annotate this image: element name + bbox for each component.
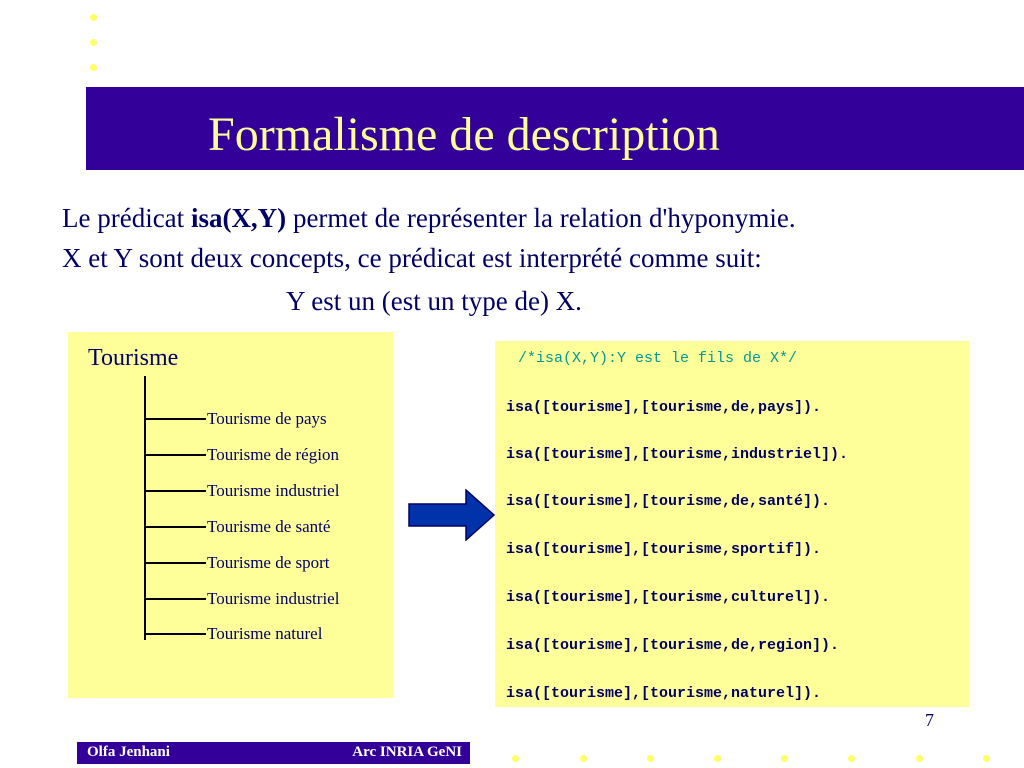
- tree-branch-line: [146, 633, 206, 635]
- tree-item-label: Tourisme de région: [207, 445, 339, 464]
- decor-dot: [714, 755, 721, 762]
- decor-dot: [983, 755, 990, 762]
- tree-item-label: Tourisme de sport: [207, 553, 330, 572]
- tree-item-label: Tourisme de santé: [207, 517, 331, 536]
- footer-author: Olfa Jenhani: [87, 744, 170, 760]
- tree-item-label: Tourisme de pays: [207, 409, 327, 428]
- tree-item: [146, 589, 386, 609]
- tree-branch-line: [146, 526, 206, 528]
- right-arrow-icon: [408, 489, 496, 541]
- tree-item-label: Tourisme naturel: [207, 624, 323, 643]
- decor-dot: [781, 755, 788, 762]
- intro-line-1-end: permet de représenter la relation d'hyponymie.: [286, 203, 796, 233]
- tree-item: [146, 481, 386, 501]
- isa-predicate: isa(X,Y): [190, 203, 287, 233]
- slide-title: Formalisme de description: [208, 108, 720, 161]
- decor-dot: [512, 755, 519, 762]
- code-line: isa([tourisme],[tourisme,culturel]).: [506, 589, 831, 606]
- tree-item-label: Tourisme industriel: [207, 481, 340, 500]
- tree-item: [146, 553, 386, 573]
- code-line: isa([tourisme],[tourisme,de,region]).: [506, 637, 840, 654]
- decor-dot: [916, 755, 923, 762]
- tree-branch-line: [146, 562, 206, 564]
- code-line: isa([tourisme],[tourisme,sportif]).: [506, 541, 822, 558]
- code-line: isa([tourisme],[tourisme,de,pays]).: [506, 399, 822, 416]
- intro-line-1: [62, 202, 796, 234]
- footer-bar: [77, 742, 470, 764]
- intro-line-2: X et Y sont deux concepts, ce prédicat est interprété comme suit:: [62, 243, 762, 273]
- tree-item: [146, 624, 386, 644]
- code-line: isa([tourisme],[tourisme,de,santé]).: [506, 493, 831, 510]
- page-number: 7: [925, 710, 934, 730]
- tree-item: [146, 445, 386, 465]
- tree-branch-line: [146, 598, 206, 600]
- tree-branch-line: [146, 418, 206, 420]
- intro-line-3: Y est un (est un type de) X.: [286, 286, 582, 316]
- code-line: isa([tourisme],[tourisme,industriel]).: [506, 446, 849, 463]
- tree-item: [146, 409, 386, 429]
- decor-dot: [90, 14, 97, 21]
- code-comment: /*isa(X,Y):Y est le fils de X*/: [518, 350, 798, 367]
- intro-line-1-start: Le prédicat: [62, 203, 191, 233]
- tree-root-label: Tourisme: [88, 345, 179, 371]
- tree-item-label: Tourisme industriel: [207, 589, 340, 608]
- decor-dot: [580, 755, 587, 762]
- tree-branch-line: [146, 490, 206, 492]
- decor-dot: [90, 64, 97, 71]
- tree-item: [146, 517, 386, 537]
- code-line: isa([tourisme],[tourisme,naturel]).: [506, 685, 822, 702]
- footer-project: Arc INRIA GeNI: [352, 744, 462, 760]
- decor-dot: [647, 755, 654, 762]
- tree-branch-line: [146, 454, 206, 456]
- decor-dot: [848, 755, 855, 762]
- decor-dot: [90, 39, 97, 46]
